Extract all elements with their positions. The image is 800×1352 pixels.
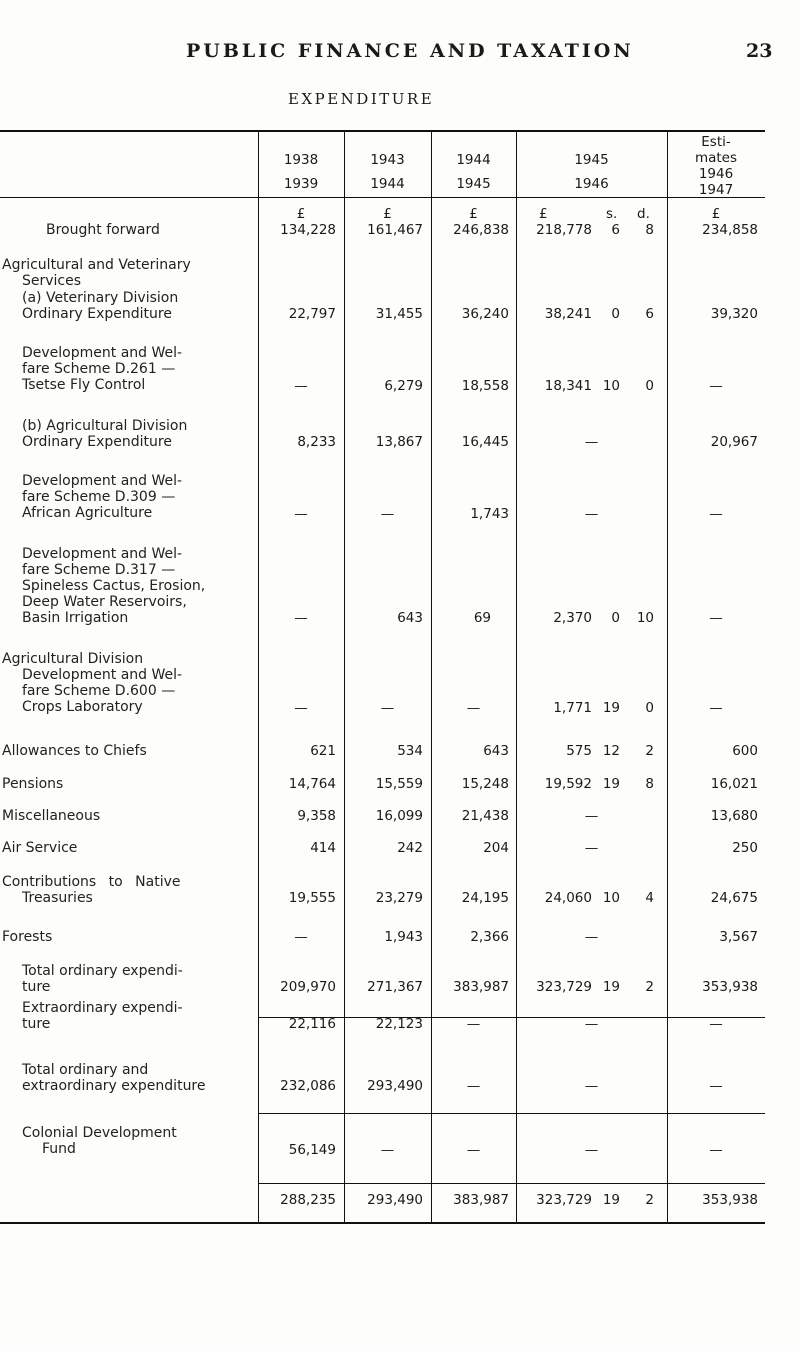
value-1945-shillings: 19	[602, 1192, 620, 1208]
value-1938: 209,970	[280, 979, 336, 995]
value-estimates: 24,675	[710, 890, 758, 906]
value-1944: 16,445	[461, 434, 509, 450]
label-line: African Agriculture	[22, 505, 153, 521]
value-1943: —	[380, 1142, 395, 1158]
value-1943: 643	[397, 610, 423, 626]
value-1944: 15,248	[461, 776, 509, 792]
value-estimates: 353,938	[702, 1192, 758, 1208]
label-line: Extraordinary expendi-	[22, 1000, 183, 1016]
col-divider-2	[344, 130, 345, 1223]
unit-shillings: s.	[606, 206, 618, 222]
unit-pound: £	[539, 206, 548, 222]
col-header-line: 1946	[698, 166, 734, 182]
label-line: Treasuries	[22, 890, 93, 906]
value-1945-pounds: 18,341	[544, 378, 592, 394]
value-1945-shillings: 0	[611, 306, 620, 322]
value-estimates: 600	[732, 743, 758, 759]
value-1943: 161,467	[367, 222, 423, 238]
value-1938: 22,116	[288, 1016, 336, 1032]
value-1938: —	[294, 929, 308, 945]
col-header-1938	[258, 152, 344, 192]
section-title: EXPENDITURE	[288, 90, 435, 108]
label-line: Colonial Development	[22, 1125, 177, 1141]
col-header-line: 1939	[283, 176, 319, 192]
value-1943: 6,279	[384, 378, 423, 394]
running-head: PUBLIC FINANCE AND TAXATION	[186, 40, 634, 62]
label-line: ture	[22, 1016, 51, 1032]
value-estimates: 234,858	[702, 222, 758, 238]
label-line: Services	[22, 273, 82, 289]
value-1945-pence: 6	[645, 306, 654, 322]
row-label: Forests	[2, 929, 53, 945]
value-1945-pence: 2	[645, 743, 654, 759]
label-line: (a) Veterinary Division	[22, 290, 179, 306]
value-estimates: 13,680	[710, 808, 758, 824]
label-line: Agricultural and Veterinary	[2, 257, 191, 273]
value-1943: 15,559	[375, 776, 423, 792]
label-line: Development and Wel-	[22, 345, 183, 361]
label-line: Basin Irrigation	[22, 610, 129, 626]
row-label	[22, 546, 205, 626]
label-line: Total ordinary expendi-	[22, 963, 183, 979]
value-1945-pence: 2	[645, 1192, 654, 1208]
value-1938: 22,797	[288, 306, 336, 322]
col-header-line: 1944	[456, 152, 491, 168]
value-1944: 36,240	[461, 306, 509, 322]
value-1945: —	[584, 808, 599, 824]
value-1943: 1,943	[384, 929, 423, 945]
value-1943: 13,867	[375, 434, 423, 450]
value-1943: 16,099	[375, 808, 423, 824]
value-1945: —	[584, 506, 599, 522]
value-1938: —	[294, 378, 308, 394]
value-1943: 534	[397, 743, 423, 759]
label-line: Development and Wel-	[22, 546, 183, 562]
value-1944: 643	[483, 743, 509, 759]
unit-pence: d.	[637, 206, 650, 222]
value-1945: —	[584, 434, 599, 450]
row-label: Brought forward	[46, 222, 160, 238]
value-1938: 232,086	[280, 1078, 336, 1094]
value-1945-pounds: 2,370	[553, 610, 592, 626]
table-top-rule	[0, 130, 765, 132]
value-1945: —	[584, 929, 599, 945]
label-line: Contributions to Native	[2, 874, 181, 890]
value-1945-pence: 4	[645, 890, 654, 906]
value-1938: 56,149	[288, 1142, 336, 1158]
value-estimates: 16,021	[710, 776, 758, 792]
value-1945-pounds: 24,060	[544, 890, 592, 906]
label-line: Deep Water Reservoirs,	[22, 594, 187, 610]
value-estimates: 3,567	[719, 929, 758, 945]
row-label	[22, 1125, 177, 1157]
value-1944: 1,743	[470, 506, 509, 522]
label-line: Agricultural Division	[2, 651, 144, 667]
value-1944: 204	[483, 840, 509, 856]
value-1945-pence: 8	[645, 222, 654, 238]
row-label: Allowances to Chiefs	[2, 743, 147, 759]
value-1944: 18,558	[461, 378, 509, 394]
value-1938: 14,764	[288, 776, 336, 792]
value-1945-shillings: 10	[602, 378, 620, 394]
value-1945: —	[584, 1016, 599, 1032]
col-header-line: 1945	[456, 176, 491, 192]
value-1938: 288,235	[280, 1192, 336, 1208]
label-line: Development and Wel-	[22, 473, 183, 489]
value-1944: 383,987	[453, 979, 509, 995]
value-estimates: 20,967	[710, 434, 758, 450]
row-label	[22, 963, 183, 995]
value-1945-pounds: 323,729	[536, 979, 592, 995]
col-header-line: 1945	[574, 152, 609, 168]
col-divider-5	[667, 130, 668, 1223]
value-1938: —	[294, 700, 308, 716]
value-1945-shillings: 6	[611, 222, 620, 238]
label-line: Development and Wel-	[22, 667, 183, 683]
value-1945-shillings: 19	[602, 700, 620, 716]
value-1945-pence: 0	[645, 378, 654, 394]
value-1943: 23,279	[375, 890, 423, 906]
value-estimates: 39,320	[710, 306, 758, 322]
value-1944: 21,438	[461, 808, 509, 824]
value-1945-shillings: 19	[602, 776, 620, 792]
value-1944: 2,366	[470, 929, 509, 945]
label-line: Tsetse Fly Control	[22, 377, 146, 393]
value-1943: 31,455	[375, 306, 423, 322]
value-1945-shillings: 0	[611, 610, 620, 626]
label-line: Ordinary Expenditure	[22, 306, 172, 322]
value-1945-pounds: 575	[566, 743, 592, 759]
value-1945-pounds: 38,241	[544, 306, 592, 322]
col-header-line: 1946	[574, 176, 609, 192]
value-1945-shillings: 12	[602, 743, 620, 759]
unit-pound: £	[469, 206, 478, 222]
value-1945: —	[584, 1078, 599, 1094]
value-1943: 293,490	[367, 1192, 423, 1208]
col-divider-1	[258, 130, 259, 1223]
value-1945-shillings: 19	[602, 979, 620, 995]
col-header-1943	[344, 152, 431, 192]
value-1938: 9,358	[297, 808, 336, 824]
value-1943: 242	[397, 840, 423, 856]
value-estimates: —	[709, 378, 723, 394]
value-1938: 621	[310, 743, 336, 759]
value-1943: 271,367	[367, 979, 423, 995]
value-1938: 414	[310, 840, 336, 856]
row-label	[22, 1062, 206, 1094]
label-line: Fund	[42, 1141, 76, 1157]
col-divider-3	[431, 130, 432, 1223]
value-1944: 383,987	[453, 1192, 509, 1208]
row-label	[22, 473, 182, 521]
value-estimates: —	[709, 506, 723, 522]
value-1945-pounds: 323,729	[536, 1192, 592, 1208]
value-1945-pence: 0	[645, 700, 654, 716]
unit-pound: £	[383, 206, 392, 222]
row-label	[22, 418, 187, 450]
label-line: fare Scheme D.600 —	[22, 683, 176, 699]
col-header-line: 1943	[370, 152, 405, 168]
unit-pound: £	[711, 206, 721, 222]
label-line: (b) Agricultural Division	[22, 418, 188, 434]
value-1944: —	[466, 700, 481, 716]
grand-total-rule	[258, 1183, 765, 1184]
col-divider-4	[516, 130, 517, 1223]
page-number: 23	[746, 40, 773, 62]
value-1938: —	[294, 506, 308, 522]
value-1945: —	[584, 1142, 599, 1158]
row-label	[22, 1000, 183, 1032]
col-header-line: 1938	[283, 152, 319, 168]
value-1938: 8,233	[297, 434, 336, 450]
row-label	[2, 651, 182, 715]
row-label: Miscellaneous	[2, 808, 101, 824]
value-1945-shillings: 10	[602, 890, 620, 906]
row-label	[2, 874, 181, 906]
value-1943: 22,123	[375, 1016, 423, 1032]
value-1938: —	[294, 610, 308, 626]
value-1945-pounds: 218,778	[536, 222, 592, 238]
value-estimates: —	[709, 610, 723, 626]
value-1944: 69	[473, 610, 491, 626]
value-1945-pounds: 1,771	[553, 700, 592, 716]
label-line: Spineless Cactus, Erosion,	[22, 578, 206, 594]
label-line: fare Scheme D.261 —	[22, 361, 176, 377]
col-header-line: 1944	[370, 176, 405, 192]
col-header-line: Esti-	[701, 134, 731, 150]
value-estimates: 353,938	[702, 979, 758, 995]
row-label	[22, 345, 182, 393]
value-estimates: 250	[732, 840, 758, 856]
value-estimates: —	[709, 1142, 723, 1158]
col-header-estimates	[667, 134, 765, 198]
label-line: Crops Laboratory	[22, 699, 143, 715]
label-line: fare Scheme D.309 —	[22, 489, 176, 505]
header-underline	[0, 197, 765, 198]
value-1945-pounds: 19,592	[544, 776, 592, 792]
col-header-1944	[431, 152, 516, 192]
col-header-line: 1947	[698, 182, 734, 198]
col-header-1945	[516, 152, 667, 192]
value-1945-pence: 2	[645, 979, 654, 995]
label-line: extraordinary expenditure	[22, 1078, 206, 1094]
unit-pound: £	[296, 206, 306, 222]
value-1943: —	[380, 700, 395, 716]
value-1944: —	[466, 1142, 481, 1158]
value-estimates: —	[709, 700, 723, 716]
row-label	[22, 290, 178, 322]
value-1938: 134,228	[280, 222, 336, 238]
value-1944: 246,838	[453, 222, 509, 238]
value-1944: 24,195	[461, 890, 509, 906]
table-bottom-rule	[0, 1222, 765, 1224]
total-rule	[258, 1113, 765, 1114]
row-label: Pensions	[2, 776, 64, 792]
label-line: fare Scheme D.317 —	[22, 562, 176, 578]
col-header-line: mates	[694, 150, 738, 166]
row-label: Air Service	[2, 840, 78, 856]
value-estimates: —	[709, 1016, 723, 1032]
value-1945-pence: 8	[645, 776, 654, 792]
value-1945: —	[584, 840, 599, 856]
value-1945-pence: 10	[636, 610, 654, 626]
label-line: Ordinary Expenditure	[22, 434, 172, 450]
value-estimates: —	[709, 1078, 723, 1094]
section-heading-agri-vet	[2, 257, 191, 289]
label-line: ture	[22, 979, 51, 995]
value-1944: —	[466, 1078, 481, 1094]
value-1943: —	[380, 506, 395, 522]
label-line: Total ordinary and	[22, 1062, 149, 1078]
value-1943: 293,490	[367, 1078, 423, 1094]
value-1944: —	[466, 1016, 481, 1032]
value-1938: 19,555	[288, 890, 336, 906]
